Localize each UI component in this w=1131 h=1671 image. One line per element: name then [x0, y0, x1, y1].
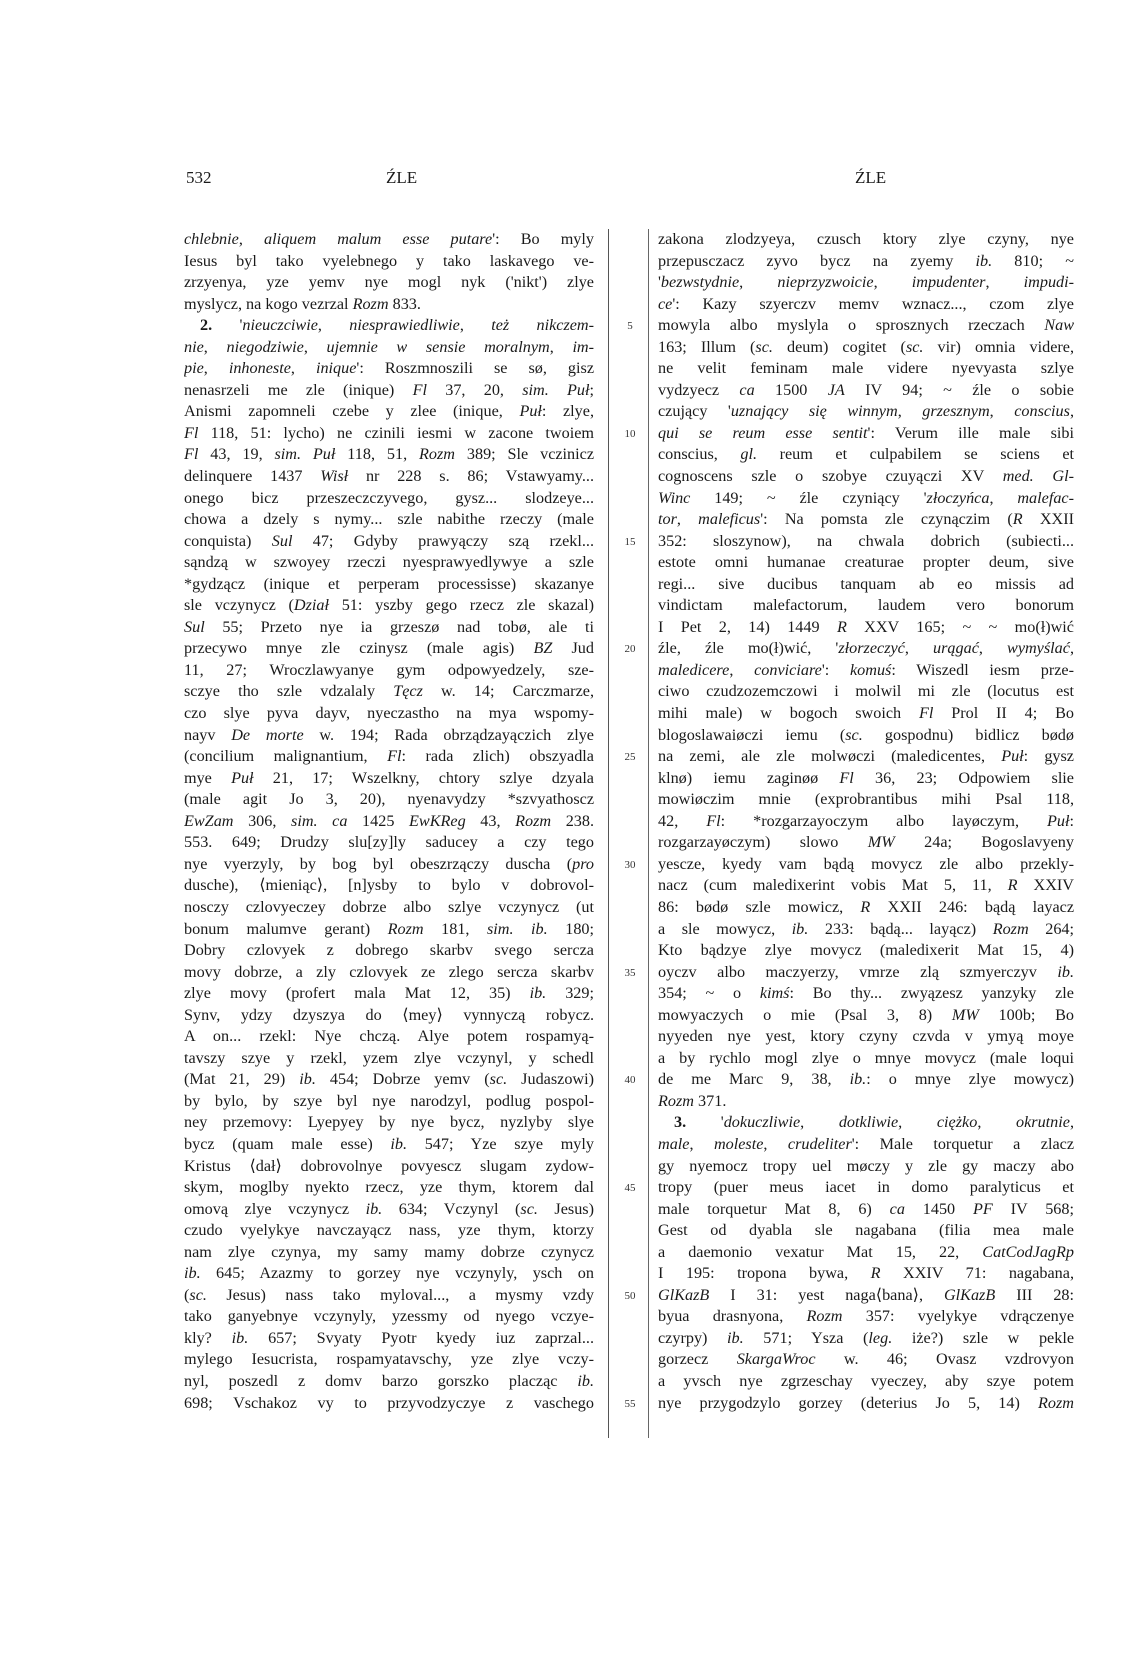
text-line: (concilium malignantium, Fl: rada zlich) obszyadla: [184, 747, 594, 766]
text-line: sąndzą w szwoyey rzeczi nyesprawyedlywye a szle: [184, 553, 594, 572]
line-number: 50: [624, 1289, 636, 1302]
text-line: 2. 'nieuczciwie, niesprawiedliwie, też nikczem-: [200, 316, 594, 335]
text-line: przepusczacz zyvo bycz na zyemy ib. 810; ~: [658, 251, 1074, 270]
text-line: Kto bądzye zlye movycz (maledixerit Mat 15, 4): [658, 941, 1074, 960]
text-line: nie, niegodziwie, ujemnie w sensie moralnym, im-: [184, 337, 594, 356]
text-line: A on... rzekl: Nye chczą. Alye potem rospamyą-: [184, 1027, 594, 1046]
text-line: ciwo czudzozemczowi i molwil mi zle (locutus est: [658, 682, 1074, 701]
text-line: regi... sive ducibus tanquam ab eo missis ad: [658, 574, 1074, 593]
text-line: sczye tho szle vdzalaly Tęcz w. 14; Carczmarze,: [184, 682, 594, 701]
text-line: zakona zlodzyeya, czusch ktory zlye czyny, nye: [658, 230, 1074, 248]
text-line: 'bezwstydnie, nieprzyzwoicie, impudenter, impudi-: [658, 273, 1074, 292]
text-line: pie, inhoneste, inique': Roszmnoszili se sø, gisz: [184, 359, 594, 378]
text-line: a yvsch nye zgrzeschay vyeczey, aby szye potem: [658, 1371, 1074, 1390]
line-number: 20: [624, 643, 636, 656]
text-line: bycz (quam male esse) ib. 547; Yze szye myly: [184, 1134, 594, 1153]
line-number: 25: [624, 751, 636, 764]
text-line: Fl 118, 51: lycho) ne czinili iesmi w zacone twoiem: [184, 423, 594, 442]
text-line: 698; Vschakoz vy to przyvodzyczye z vaschego: [184, 1393, 594, 1412]
text-line: Winc 149; ~ źle czyniący 'złoczyńca, malefac-: [658, 488, 1074, 507]
text-line: I 195: tropona bywa, R XXIV 71: nagabana,: [658, 1264, 1074, 1283]
text-line: gorzecz SkargaWroc w. 46; Ovasz vzdrovyon: [658, 1350, 1074, 1369]
text-line: czo slye pyva dayv, nyeczastho na mya wspomy-: [184, 704, 594, 723]
left-headword: ŹLE: [386, 168, 418, 187]
text-line: klnø) iemu zaginøø Fl 36, 23; Odpowiem slie: [658, 768, 1074, 787]
text-line: kly? ib. 657; Svyaty Pyotr kyedy iuz zaprzal...: [184, 1328, 594, 1347]
text-line: Iesus byl tako vyelebnego y tako laskavego ve-: [184, 251, 594, 270]
text-line: de me Marc 9, 38, ib.: o mnye zlye mowycz): [658, 1070, 1074, 1089]
line-number: 40: [624, 1074, 636, 1087]
text-line: male torquetur Mat 8, 6) ca 1450 PF IV 568;: [658, 1199, 1074, 1218]
text-line: (male agit Jo 3, 20), nyenavydzy *szvyathoscz: [184, 790, 594, 809]
text-line: cognoscens szle o szobye czuyączi XV med. Gl-: [658, 467, 1074, 486]
text-line: przecywo mnye zle czinysz (male agis) BZ Jud: [184, 639, 594, 658]
text-line: tor, maleficus': Na pomsta zle czynączim (R XXII: [658, 510, 1074, 529]
text-line: nacz (cum maledixerint vobis Mat 5, 11, R XXIV: [658, 876, 1074, 895]
running-header: [0, 168, 1131, 192]
text-line: movy dobrze, a zly czlovyek ze zlego sercza skarbv: [184, 962, 594, 981]
text-line: 163; Illum (sc. deum) cogitet (sc. vir) omnia videre,: [658, 337, 1074, 356]
text-line: nayv De morte w. 194; Rada obrządzayączich zlye: [184, 725, 594, 744]
text-line: Dobry czlovyek z dobrego skarbv svego sercza: [184, 941, 594, 960]
text-line: nenasrzeli me zle (inique) Fl 37, 20, sim. Puł;: [184, 380, 594, 399]
column-divider-right: [648, 229, 649, 1438]
text-line: omovą zlye vczynycz ib. 634; Vczynyl (sc. Jesus): [184, 1199, 594, 1218]
text-line: czudo vyelykye navczayącz nass, yze thym, ktorzy: [184, 1221, 594, 1240]
text-line: yescze, kyedy vam bądą movycz zle albo przekly-: [658, 854, 1074, 873]
text-line: mylego Iesucrista, rospamyatavschy, yze zlye vczy-: [184, 1350, 594, 1369]
text-line: nyyeden nye yest, ktory czyny czvda v ymyą moye: [658, 1027, 1074, 1046]
text-line: mowyla albo myslyla o sprosznych rzeczach Naw: [658, 316, 1074, 335]
line-number: 15: [624, 535, 636, 548]
text-line: skym, moglby nyekto rzecz, yze thym, ktorem dal: [184, 1178, 594, 1197]
text-line: oyczv albo maczyerzy, vmrze zlą szmyerczyv ib.: [658, 962, 1074, 981]
text-line: 3. 'dokuczliwie, dotkliwie, ciężko, okrutnie,: [674, 1113, 1074, 1132]
text-line: chowa a dzely s nymy... szle nabithe rzeczy (male: [184, 510, 594, 529]
text-line: conquista) Sul 47; Gdyby prawyączy szą rzekl...: [184, 531, 594, 550]
text-line: estote omni humanae creaturae propter deum, sive: [658, 553, 1074, 572]
right-headword: ŹLE: [855, 168, 887, 187]
text-line: czyrpy) ib. 571; Ysza (leg. iże?) szle w pekle: [658, 1328, 1074, 1347]
text-line: 354; ~ o kimś: Bo thy... zwyązesz yanzyky zle: [658, 984, 1074, 1003]
text-line: ney przemovy: Lyepyey by nye bycz, nyzlyby slye: [184, 1113, 594, 1132]
text-line: tavszy szye y rzekl, yzem zlye vczynyl, y schedl: [184, 1048, 594, 1067]
text-line: 86: bødø szle mowicz, R XXII 246: bądą layacz: [658, 897, 1074, 916]
text-line: byua drasnyona, Rozm 357: vyelykye vdrączenye: [658, 1307, 1074, 1326]
line-number: 45: [624, 1182, 636, 1195]
text-line: ne velit feminam male videre nyevyasta szlye: [658, 359, 1074, 378]
text-line: Kristus ⟨dał⟩ dobrovolnye povyescz slugam zydow-: [184, 1156, 594, 1175]
text-line: vindictam malefactorum, laudem vero bonorum: [658, 596, 1074, 615]
text-line: male, moleste, crudeliter': Male torquetur a zlacz: [658, 1134, 1074, 1153]
text-line: mihi male) w bogoch swoich Fl Prol II 4; Bo: [658, 704, 1074, 723]
text-line: conscius, gl. reum et culpabilem se sciens et: [658, 445, 1074, 464]
line-number: 5: [627, 320, 633, 333]
text-line: Synv, ydzy dzyszya do ⟨mey⟩ vynnyczą robycz.: [184, 1005, 594, 1024]
text-line: blogoslawaiøczi iemu (sc. gospodnu) bidlicz bødø: [658, 725, 1074, 744]
text-line: a daemonio vexatur Mat 15, 22, CatCodJagRp: [658, 1242, 1074, 1261]
text-line: EwZam 306, sim. ca 1425 EwKReg 43, Rozm 238.: [184, 811, 594, 830]
text-line: a sle mowycz, ib. 233: bądą... layącz) Rozm 264;: [658, 919, 1074, 938]
text-line: *gydzącz (inique et perperam processisse) skazanye: [184, 574, 594, 593]
text-line: Sul 55; Przeto nye ia grzeszø nad tobø, ale ti: [184, 617, 594, 636]
line-number: 55: [624, 1397, 636, 1410]
line-number: 30: [624, 858, 636, 871]
text-line: qui se reum esse sentit': Verum ille male sibi: [658, 423, 1074, 442]
text-line: maledicere, conviciare': komuś: Wiszedl iesm prze-: [658, 660, 1074, 679]
text-line: 42, Fl: *rozgarzayoczym albo layøczym, Puł:: [658, 811, 1074, 830]
text-line: źle, źle mo(ł)wić, 'złorzeczyć, urągać, wymyślać,: [658, 639, 1074, 658]
text-line: Anismi zapomneli czebe y zlee (inique, Puł: zlye,: [184, 402, 594, 421]
left-column: [184, 229, 594, 1414]
text-line: mye Puł 21, 17; Wszelkny, chtory szlye dzyala: [184, 768, 594, 787]
text-line: 11, 27; Wroczlawyanye gym odpowyedzely, sze-: [184, 660, 594, 679]
text-line: (sc. Jesus) nass tako myloval..., a mysmy vzdy: [184, 1285, 594, 1304]
text-line: zlye movy (profert mala Mat 12, 35) ib. 329;: [184, 984, 594, 1003]
text-line: mowyaczych o mie (Psal 3, 8) MW 100b; Bo: [658, 1005, 1074, 1024]
text-line: Rozm 371.: [658, 1091, 727, 1110]
column-divider-left: [608, 229, 609, 1438]
text-line: nye vyerzyly, by bog byl obeszrzączy duscha (pro: [184, 854, 594, 873]
text-line: myslycz, na kogo vezrzal Rozm 833.: [184, 294, 421, 313]
text-line: rozgarzayøczym) slowo MW 24a; Bogoslavyeny: [658, 833, 1074, 852]
text-line: vydzyecz ca 1500 JA IV 94; ~ źle o sobie: [658, 380, 1074, 399]
text-line: gy nyemocz tropy uel møczy y zle gy maczy abo: [658, 1156, 1074, 1175]
text-line: nosczy czlovyeczey dobrze albo szlye vczynycz (ut: [184, 897, 594, 916]
text-line: a by rychlo mogl zlye o mnye movycz (male loqui: [658, 1048, 1074, 1067]
text-line: nye przygodzylo gorzey (deterius Jo 5, 14) Rozm: [658, 1393, 1074, 1412]
text-line: delinquere 1437 Wisł nr 228 s. 86; Vstawyamy...: [184, 467, 594, 486]
text-line: ib. 645; Azazmy to gorzey nye vczynyly, ysch on: [184, 1264, 594, 1283]
text-line: GlKazB I 31: yest naga⟨bana⟩, GlKazB III 28:: [658, 1285, 1074, 1304]
line-number: 35: [624, 966, 636, 979]
text-line: I Pet 2, 14) 1449 R XXV 165; ~ ~ mo(ł)wić: [658, 617, 1074, 636]
text-line: Fl 43, 19, sim. Puł 118, 51, Rozm 389; Sle vczinicz: [184, 445, 594, 464]
text-line: onego bicz przeszeczczyvego, gysz... slodzeye...: [184, 488, 594, 507]
text-line: mowiøczim mnie (exprobrantibus mihi Psal 118,: [658, 790, 1074, 809]
text-line: Gest od dyabla sle nagabana (filia mea male: [658, 1221, 1074, 1240]
line-number: 10: [624, 427, 636, 440]
text-line: zrzyenya, yze yemv nye mogl nyk ('nikt') zlye: [184, 273, 594, 292]
text-line: dusche), ⟨mieniąc⟩, [n]ysby to bylo v dobrovol-: [184, 876, 594, 895]
text-line: czujący 'uznający się winnym, grzesznym, conscius,: [658, 402, 1074, 421]
page-number: 532: [186, 168, 212, 187]
text-line: nam zlye czynya, my samy mamy dobrze czynycz: [184, 1242, 594, 1261]
text-line: (Mat 21, 29) ib. 454; Dobrze yemv (sc. Judaszowi): [184, 1070, 594, 1089]
text-line: sle vczynycz (Dział 51: yszby gego rzecz zle skazal): [184, 596, 594, 615]
text-line: nyl, poszedl z domv barzo gorszko placząc ib.: [184, 1371, 594, 1390]
text-line: bonum malumve gerant) Rozm 181, sim. ib. 180;: [184, 919, 594, 938]
text-line: 352: sloszynow), na chwala dobrich (subiecti...: [658, 531, 1074, 550]
text-line: chlebnie, aliquem malum esse putare': Bo myly: [184, 230, 594, 248]
text-line: tropy (puer meus iacet in domo paralyticus et: [658, 1178, 1074, 1197]
text-line: tako ganyebnye vczynyly, yzessmy od nyego vczye-: [184, 1307, 594, 1326]
text-line: by bylo, by szye byl nye narodzyl, podlug pospol-: [184, 1091, 594, 1110]
text-line: ce': Kazy szyerczv memv wznacz..., czom zlye: [658, 294, 1074, 313]
text-line: na zemi, ale zle molwøczi (maledicentes, Puł: gysz: [658, 747, 1074, 766]
right-column: [658, 229, 1074, 1414]
text-line: 553. 649; Drudzy slu[zy]ly saducey a czy tego: [184, 833, 594, 852]
